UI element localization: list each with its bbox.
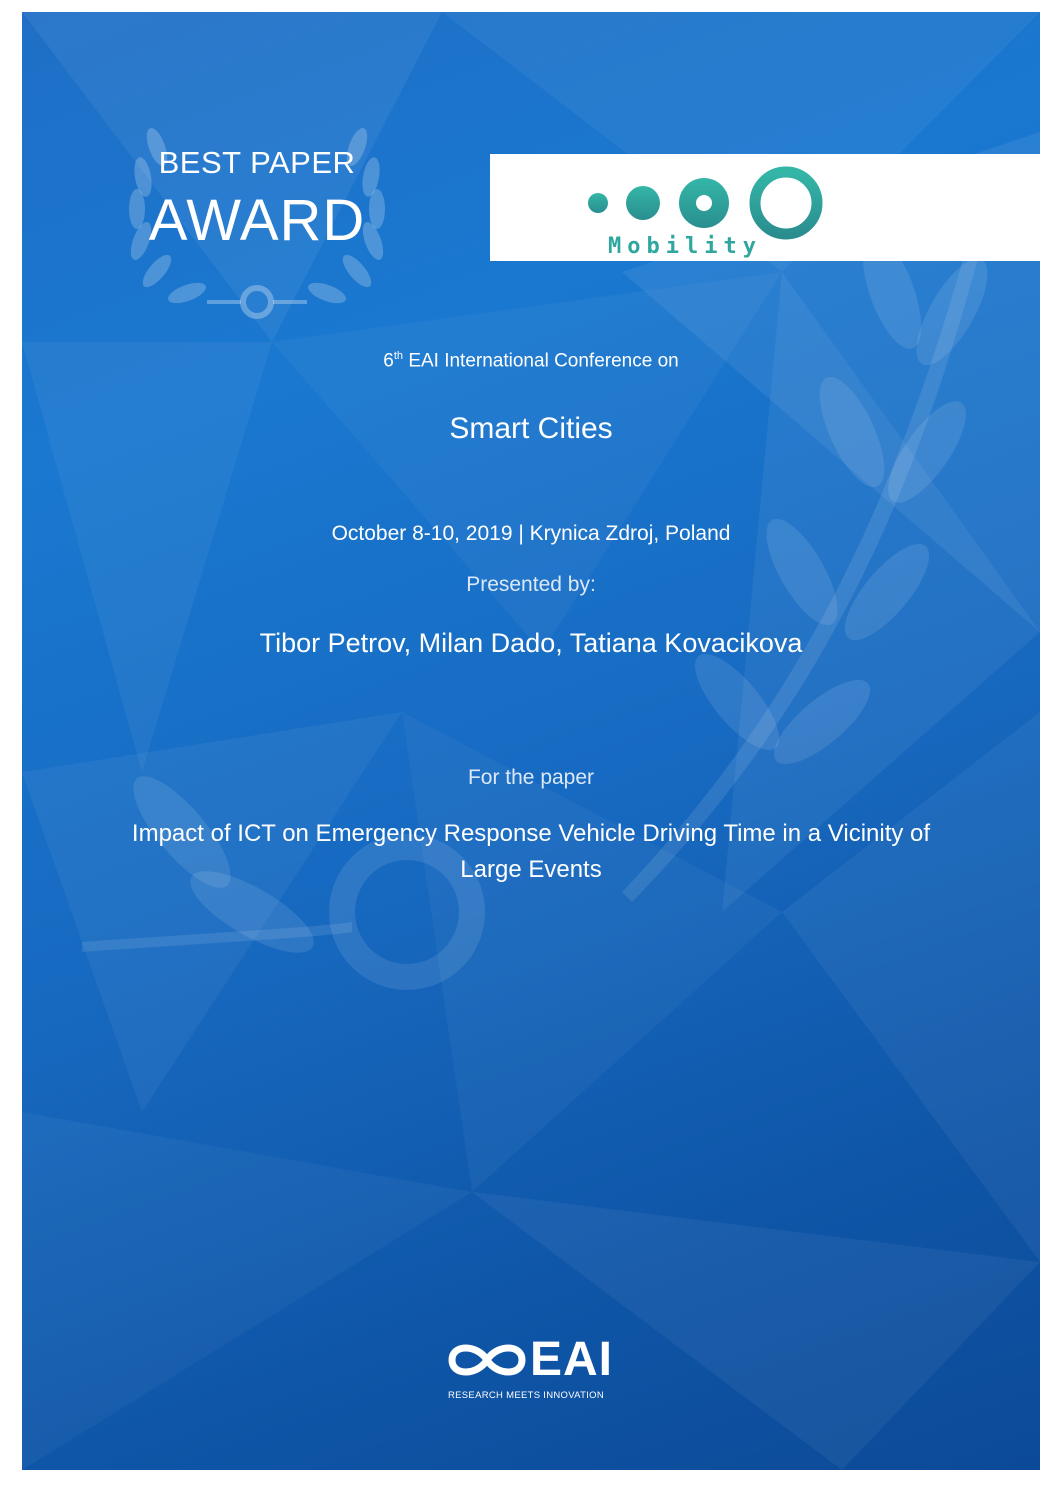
ordinal-suffix: th — [393, 350, 404, 362]
conference-intro-text: EAI International Conference on — [408, 350, 679, 372]
award-line-award: AWARD — [148, 188, 366, 253]
presented-by-label: Presented by: — [466, 573, 596, 596]
eai-tagline: RESEARCH MEETS INNOVATION — [448, 1390, 604, 1401]
paper-title: Impact of ICT on Emergency Response Vehicle Driving Time in a Vicinity of Large Events — [131, 820, 931, 883]
authors: Tibor Petrov, Milan Dado, Tatiana Kovacikova — [259, 628, 803, 658]
conference-intro-line — [22, 350, 1040, 372]
certificate — [22, 12, 1040, 1470]
mobility-wordmark: Mobility — [608, 234, 762, 259]
date-location-separator: | — [518, 522, 524, 545]
conference-name: Smart Cities — [449, 412, 613, 445]
best-paper-award-badge — [117, 107, 397, 337]
conference-location: Krynica Zdroj, Poland — [529, 522, 731, 545]
eai-logo — [442, 1330, 632, 1410]
award-line-best-paper: BEST PAPER — [158, 145, 356, 180]
for-paper-label: For the paper — [467, 766, 595, 789]
eai-wordmark: EAI — [530, 1333, 614, 1386]
conference-date: October 8-10, 2019 — [331, 522, 513, 545]
infinity-icon — [442, 1330, 532, 1390]
date-location-line — [22, 522, 1040, 546]
conference-logo-panel — [490, 154, 1040, 261]
ordinal-number: 6 — [383, 350, 394, 372]
